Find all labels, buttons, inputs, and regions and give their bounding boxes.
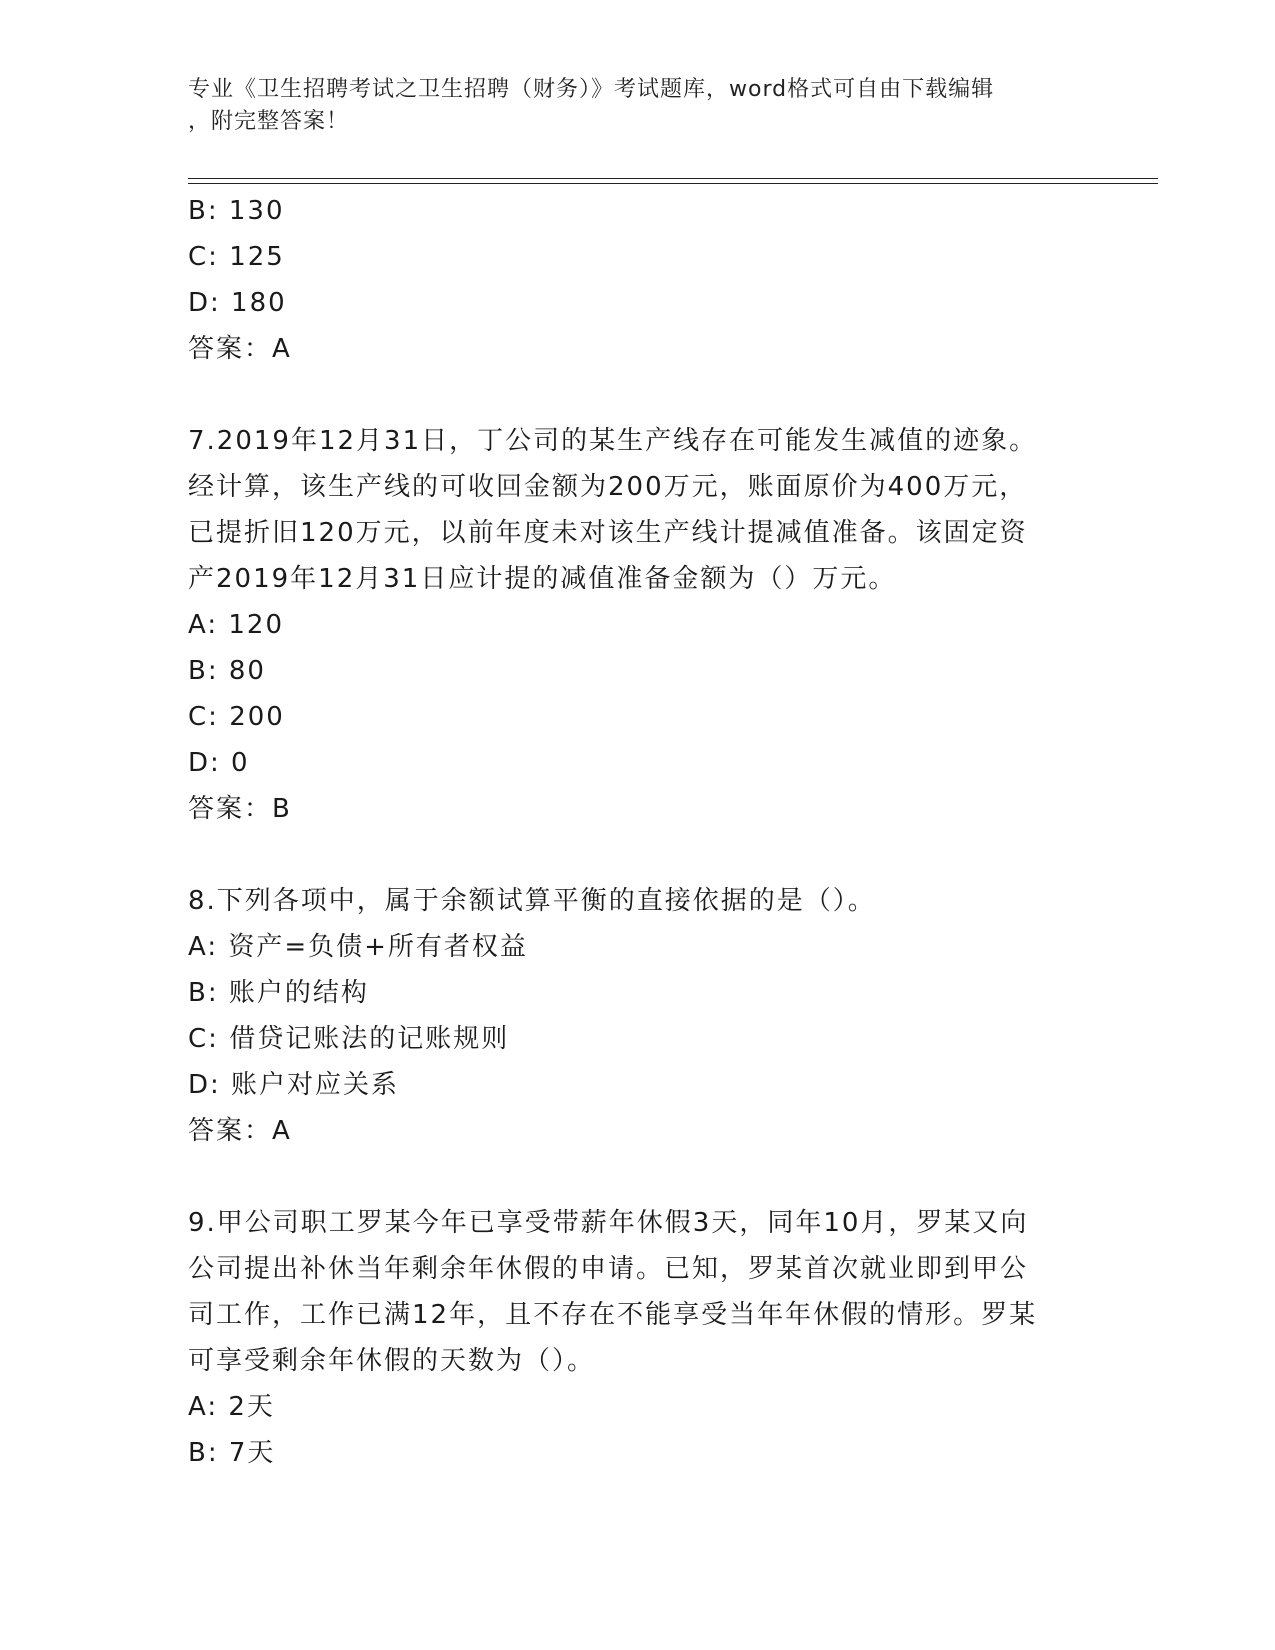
option-text: 200 [229, 702, 285, 732]
option-key: D: [188, 288, 221, 318]
option-row [188, 694, 1088, 740]
option-row [188, 740, 1088, 786]
spacer [188, 372, 1088, 418]
header-line-2: ，附完整答案！ [188, 109, 350, 134]
option-row [188, 280, 1088, 326]
option-key: A: [188, 1392, 219, 1422]
option-key: C: [188, 702, 219, 732]
stem-line: 经计算，该生产线的可收回金额为200万元，账面原价为400万元， [188, 472, 1028, 502]
option-row [188, 1062, 1088, 1108]
option-row [188, 924, 1088, 970]
option-text: 180 [231, 288, 287, 318]
option-row [188, 234, 1088, 280]
option-text: 账户对应关系 [231, 1070, 400, 1100]
option-row [188, 1430, 1088, 1476]
question-stem [188, 878, 1078, 924]
question-list [188, 188, 1088, 1476]
header-line-1: 专业《卫生招聘考试之卫生招聘（财务）》考试题库，word格式可自由下载编辑 [188, 77, 995, 102]
stem-line: 9.甲公司职工罗某今年已享受带薪年休假3天，同年10月，罗某又向 [188, 1208, 1029, 1238]
option-key: C: [188, 1024, 219, 1054]
option-key: B: [188, 196, 219, 226]
question-stem [188, 418, 1078, 602]
stem-line: 已提折旧120万元，以前年度未对该生产线计提减值准备。该固定资 [188, 518, 1028, 548]
option-row [188, 602, 1088, 648]
answer-line: 答案：A [188, 334, 292, 364]
option-text: 80 [228, 656, 266, 686]
answer-line: 答案：A [188, 1116, 292, 1146]
option-text: 7天 [228, 1438, 276, 1468]
option-key: B: [188, 1438, 219, 1468]
stem-line: 7.2019年12月31日，丁公司的某生产线存在可能发生减值的迹象。 [188, 426, 1038, 456]
option-text: 120 [228, 610, 284, 640]
option-text: 2天 [228, 1392, 275, 1422]
option-row [188, 648, 1088, 694]
option-key: C: [188, 242, 219, 272]
stem-line: 可享受剩余年休假的天数为（）。 [188, 1346, 596, 1376]
option-row [188, 970, 1088, 1016]
answer-line: 答案：B [188, 794, 292, 824]
option-text: 账户的结构 [228, 978, 369, 1008]
option-key: B: [188, 656, 219, 686]
option-row [188, 1016, 1088, 1062]
option-text: 130 [228, 196, 285, 226]
header-rule-top [188, 178, 1158, 179]
spacer [188, 832, 1088, 878]
option-text: 125 [229, 242, 285, 272]
option-text: 借贷记账法的记账规则 [229, 1024, 510, 1054]
stem-line: 司工作，工作已满12年，且不存在不能享受当年年休假的情形。罗某 [188, 1300, 1038, 1330]
option-key: D: [188, 1070, 221, 1100]
document-header [188, 74, 1068, 138]
stem-line: 产2019年12月31日应计提的减值准备金额为（）万元。 [188, 564, 897, 594]
option-key: B: [188, 978, 219, 1008]
option-text: 资产=负债+所有者权益 [228, 932, 528, 962]
option-key: A: [188, 932, 219, 962]
option-key: D: [188, 748, 221, 778]
question-stem [188, 1200, 1078, 1384]
option-row [188, 188, 1088, 234]
header-rule-bottom [188, 183, 1158, 184]
stem-line: 8.下列各项中，属于余额试算平衡的直接依据的是（）。 [188, 886, 876, 916]
spacer [188, 1154, 1088, 1200]
option-key: A: [188, 610, 219, 640]
option-text: 0 [231, 748, 250, 778]
option-row [188, 1384, 1088, 1430]
stem-line: 公司提出补休当年剩余年休假的申请。已知，罗某首次就业即到甲公 [188, 1254, 1029, 1284]
